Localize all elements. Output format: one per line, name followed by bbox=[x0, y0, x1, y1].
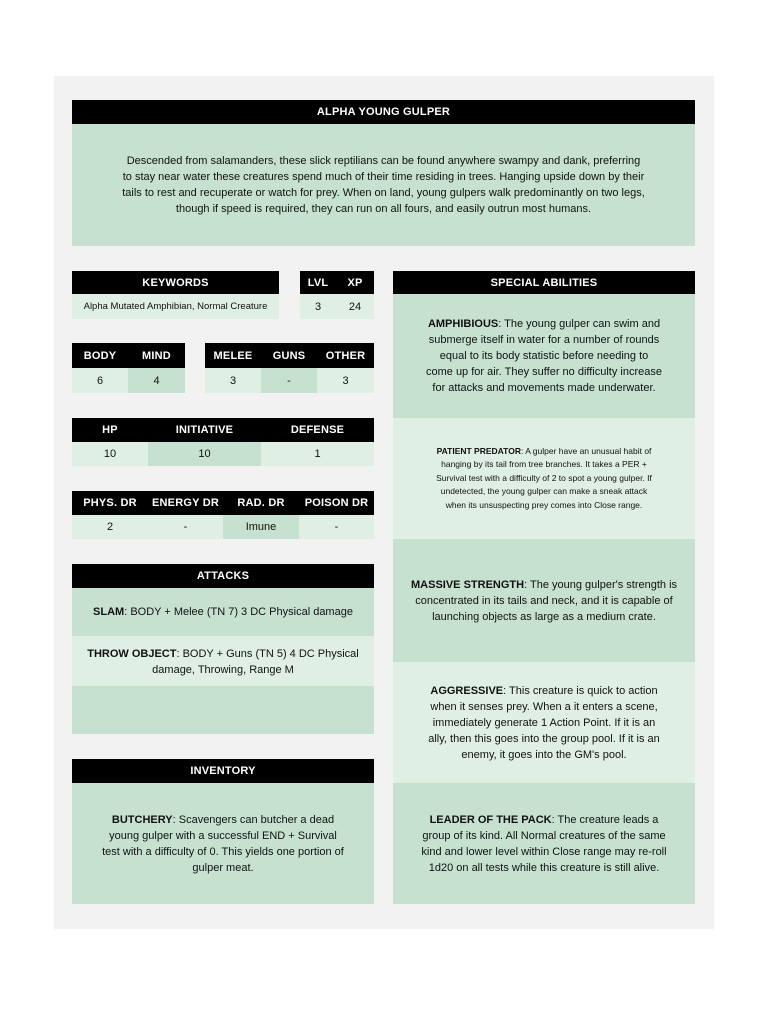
ability-text: : The creature leads a group of its kind. All Normal creatures of the same kind and lower level within Close range may re-roll 1d20 on all tests while this creature is still alive. bbox=[421, 813, 667, 874]
ability-text: : This creature is quick to action when it senses prey. When a it enters a scene, immediately generate 1 Action Point. If it is an ally, then this goes into the group pool. If it is an enemy, it goes into the GM's pool. bbox=[428, 684, 660, 761]
guns-header: GUNS bbox=[261, 343, 317, 368]
attack-throw-object bbox=[72, 636, 374, 686]
ability-text: : The young gulper can swim and submerge itself in water for a number of rounds equal to its body statistic before needing to come up for air. They suffer no difficulty increase for attacks and movements made underwater. bbox=[425, 318, 662, 394]
ability-text: : A gulper have an unusual habit of hanging by its tail from tree branches. It takes a PER + Survival test with a difficulty of 2 to spot a young gulper. If undetected, the young gulper can make a sneak attack when its unsuspecting prey comes into Close range. bbox=[436, 445, 652, 510]
mind-header: MIND bbox=[128, 343, 185, 368]
inventory-name: BUTCHERY bbox=[111, 813, 173, 826]
description-text: Descended from salamanders, these slick reptilians can be found anywhere swampy and dank, preferring to stay near water these creatures spend much of their time residing in trees. Hanging upside down by their tails to rest and recuperate or watch for prey. When on land, young gulpers walk predominantly on two legs, though if speed is required, they can run on all fours, and easily outrun most humans. bbox=[122, 155, 645, 215]
ability-name: AGGRESSIVE bbox=[430, 684, 504, 697]
attack-slam bbox=[72, 588, 374, 636]
ability-name: LEADER OF THE PACK bbox=[429, 813, 552, 826]
inventory-butchery bbox=[72, 783, 374, 904]
xp-value: 24 bbox=[336, 294, 374, 319]
guns-value: - bbox=[261, 368, 317, 393]
melee-header: MELEE bbox=[205, 343, 261, 368]
ability-massive-strength bbox=[393, 539, 695, 662]
lvl-value: 3 bbox=[300, 294, 336, 319]
defense-value: 1 bbox=[261, 442, 374, 466]
defense-header: DEFENSE bbox=[261, 418, 374, 442]
inventory-text: : Scavengers can butcher a dead young gulper with a successful END + Survival test with a difficulty of 0. This yields one portion of gulper meat. bbox=[102, 813, 344, 874]
hp-value: 10 bbox=[72, 442, 148, 466]
ability-patient-predator bbox=[393, 418, 695, 539]
initiative-value: 10 bbox=[148, 442, 261, 466]
body-header: BODY bbox=[72, 343, 128, 368]
attack-name: SLAM bbox=[93, 606, 125, 618]
attack-name: THROW OBJECT bbox=[87, 648, 177, 660]
attacks-header: ATTACKS bbox=[72, 564, 374, 588]
special-abilities-header: SPECIAL ABILITIES bbox=[393, 271, 695, 294]
poison-dr-value: - bbox=[299, 515, 374, 539]
other-header: OTHER bbox=[317, 343, 374, 368]
poison-dr-header: POISON DR bbox=[299, 491, 374, 515]
ability-amphibious bbox=[393, 294, 695, 418]
ability-aggressive bbox=[393, 662, 695, 783]
creature-description bbox=[72, 124, 695, 246]
phys-dr-header: PHYS. DR bbox=[72, 491, 148, 515]
ability-leader-of-the-pack bbox=[393, 783, 695, 904]
attack-text: : BODY + Guns (TN 5) 4 DC Physical damage, Throwing, Range M bbox=[152, 648, 359, 676]
keywords-header: KEYWORDS bbox=[72, 271, 279, 294]
creature-title: ALPHA YOUNG GULPER bbox=[72, 100, 695, 124]
ability-name: PATIENT PREDATOR bbox=[436, 445, 521, 456]
ability-name: AMPHIBIOUS bbox=[427, 318, 499, 330]
ability-name: MASSIVE STRENGTH bbox=[411, 578, 525, 591]
melee-value: 3 bbox=[205, 368, 261, 393]
attack-text: : BODY + Melee (TN 7) 3 DC Physical damage bbox=[124, 606, 353, 618]
lvl-header: LVL bbox=[300, 271, 336, 294]
inventory-header: INVENTORY bbox=[72, 759, 374, 783]
ability-text: : The young gulper's strength is concentrated in its tails and neck, and it is capable of launching objects as large as a medium crate. bbox=[415, 578, 678, 623]
hp-header: HP bbox=[72, 418, 148, 442]
initiative-header: INITIATIVE bbox=[148, 418, 261, 442]
energy-dr-value: - bbox=[148, 515, 223, 539]
rad-dr-header: RAD. DR bbox=[223, 491, 299, 515]
mind-value: 4 bbox=[128, 368, 185, 393]
body-value: 6 bbox=[72, 368, 128, 393]
rad-dr-value: Imune bbox=[223, 515, 299, 539]
attack-empty-row bbox=[72, 686, 374, 734]
xp-header: XP bbox=[336, 271, 374, 294]
keywords-value: Alpha Mutated Amphibian, Normal Creature bbox=[72, 294, 279, 319]
phys-dr-value: 2 bbox=[72, 515, 148, 539]
other-value: 3 bbox=[317, 368, 374, 393]
energy-dr-header: ENERGY DR bbox=[148, 491, 223, 515]
